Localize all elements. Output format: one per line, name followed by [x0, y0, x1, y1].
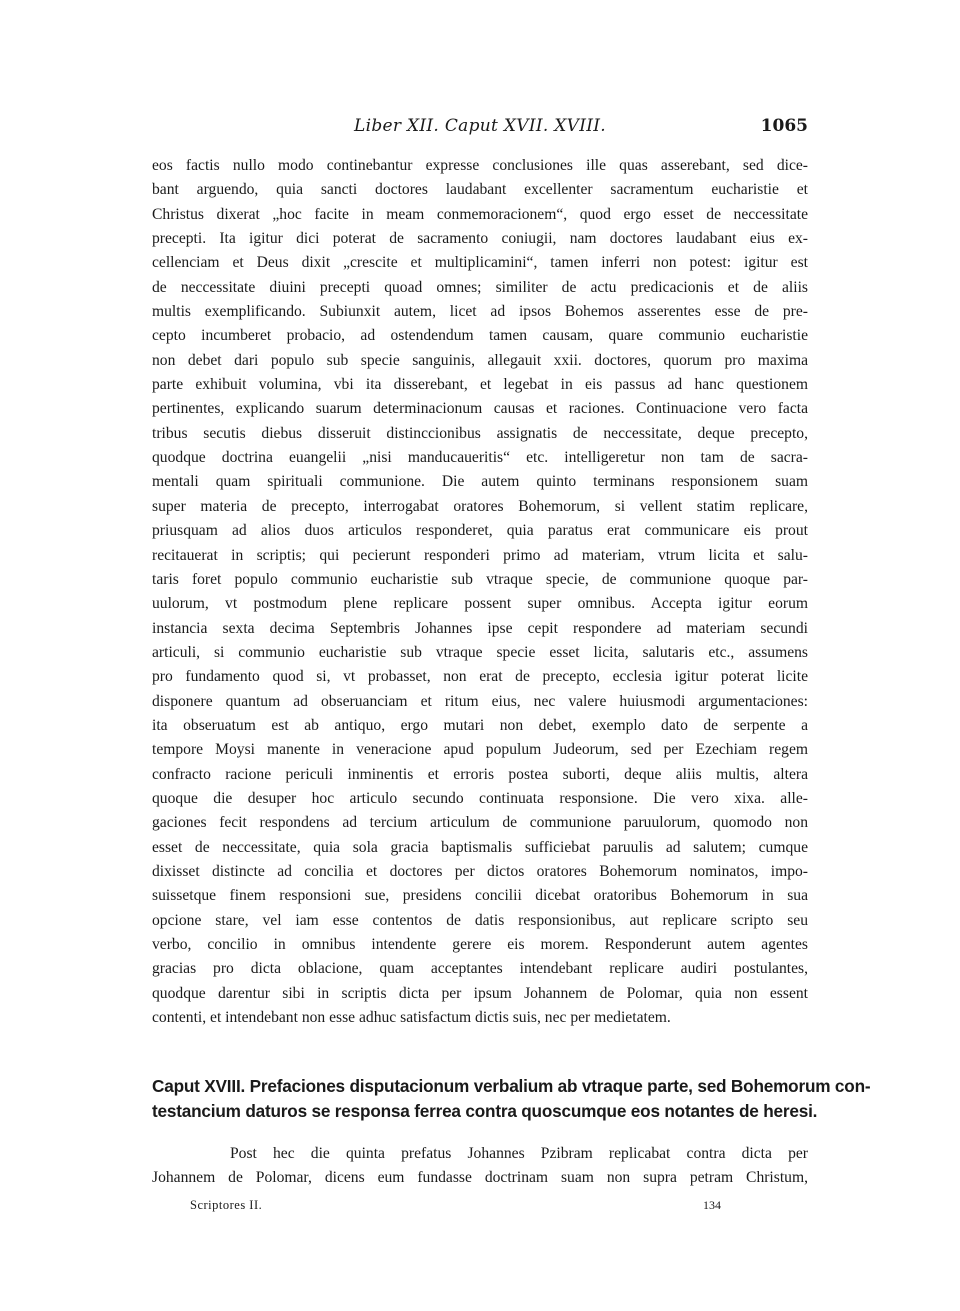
text-line: quodque doctrina euangelii „nisi manducaueritis“ etc. intelligeretur non tam de sacra- — [152, 449, 808, 467]
text-line: tribus secutis diebus disseruit distinccionibus assignatis de neccessitate, deque precepto, — [152, 424, 808, 442]
page-number: 1065 — [760, 116, 808, 136]
chapter-opening-paragraph — [152, 1142, 808, 1191]
text-line: esset de neccessitate, quia sola gracia baptismalis sufficiebat paruulis ad salutem; cumque — [152, 838, 808, 856]
text-line: dixisset distincte ad concilia et doctores per dictos oratores Bohemorum nominatos, impo- — [152, 862, 808, 880]
text-line: gracias pro dicta oblacione, quam acceptantes intendebant replicare audiri postulantes, — [152, 960, 808, 978]
chapter-heading — [152, 1074, 871, 1124]
running-head — [152, 116, 808, 142]
text-line: tempore Moysi manente in veneracione apud populum Judeorum, sed per Ezechiam regem — [152, 741, 808, 759]
text-line: Post hec die quinta prefatus Johannes Pzibram replicabat contra dicta per — [230, 1145, 808, 1162]
text-line: pertinentes, explicando suarum determinacionum causas et raciones. Continuacione vero facta — [152, 400, 808, 418]
text-line: disponere quantum ad obseruanciam et ritum eius, nec valere huiusmodi argumentaciones: — [152, 692, 808, 710]
text-line: de neccessitate diuini precepti quoad omnes; similiter de actu predicacionis et de aliis — [152, 278, 808, 296]
text-line: bant arguendo, quia sancti doctores laudabant excellenter sacramentum eucharistie et — [152, 181, 808, 199]
sheet-number: 134 — [703, 1198, 721, 1212]
chapter-heading-line: Caput XVIII. Prefaciones disputacionum verbalium ab vtraque parte, sed Bohemorum con- — [152, 1076, 871, 1096]
text-line: pro fundamento quod si, vt probasset, non erat de precepto, ecclesia igitur poterat licite — [152, 668, 808, 686]
text-line: non debet dari populo sub specie sanguinis, allegauit xxii. doctores, quorum pro maxima — [152, 351, 808, 369]
text-line: quoque die desuper hoc articulo secundo continuata responsione. Die vero xixa. alle- — [152, 789, 808, 807]
text-line: multis exemplificando. Subiunxit autem, licet ad ipsos Bohemos asserentes esse de pre- — [152, 303, 808, 321]
chapter-heading-line: testancium daturos se responsa ferrea contra quoscumque eos notantes de heresi. — [152, 1101, 818, 1121]
footer-signature: Scriptores II. — [190, 1198, 263, 1212]
text-line: eos factis nullo modo continebantur expresse conclusiones ille quas asserebant, sed dice- — [152, 157, 808, 174]
text-line: quodque darentur sibi in scriptis dicta per ipsum Johannem de Polomar, quia non essent — [152, 984, 808, 1002]
text-line: contenti, et intendebant non esse adhuc satisfactum dictis suis, nec per medietatem. — [152, 1009, 671, 1027]
running-title: Liber XII. Caput XVII. XVIII. — [354, 116, 606, 136]
text-line: mentali quam spirituali communione. Die autem quinto terminans responsionem suam — [152, 473, 808, 491]
text-line: suissetque finem responsioni sue, presidens concilii dicebat oratoribus Bohemorum in sua — [152, 887, 808, 905]
text-line: confracto racione periculi inminentis et erroris postea suborti, deque aliis multis, altera — [152, 765, 808, 783]
text-line: priusquam ad alios duos articulos responderet, quia paratus erat communicare eis prout — [152, 522, 808, 540]
text-line: ita obseruatum est ab antiquo, ergo mutari non debet, exemplo dato de serpente a — [152, 716, 808, 734]
text-line: taris foret populo communio eucharistie sub vtraque specie, de communione quoque par- — [152, 570, 808, 588]
text-line: gaciones fecit respondens ad tercium articulum de communione paruulorum, quomodo non — [152, 814, 808, 832]
text-line: Christus dixerat „hoc facite in meam conmemoracionem“, quod ergo esset de neccessitate — [152, 205, 808, 223]
text-line: precepti. Ita igitur dici poterat de sacramento coniugii, nam doctores laudabant eius ex- — [152, 230, 808, 248]
text-line: opcione stare, vel iam esse contentos de datis responsionibus, aut replicare scripto seu — [152, 911, 808, 929]
text-line: parte exhibuit volumina, vbi ita disserebant, et legebat in eis passus ad hanc questionem — [152, 376, 808, 394]
text-line: cepto incumberet probacio, ad ostendendum tamen causam, quare communio eucharistie — [152, 327, 808, 345]
text-line: recitauerat in scriptis; qui pecierunt responderi primo ad materiam, vtrum licita et salu- — [152, 546, 808, 564]
text-line: articuli, si communio eucharistie sub vtraque specie esset licita, salutaris etc., assumens — [152, 643, 808, 661]
text-line: cellenciam et Deus dixit „crescite et multiplicamini“, tamen inferri non potest: igitur est — [152, 254, 808, 272]
page-footer — [190, 1198, 750, 1218]
text-line: super materia de precepto, interrogabat oratores Bohemorum, si vellent statim replicare, — [152, 497, 808, 515]
text-line: Johannem de Polomar, dicens eum fundasse doctrinam suam non supra petram Christum, — [152, 1169, 808, 1187]
body-paragraph — [152, 154, 808, 1030]
text-line: uulorum, vt postmodum plene replicare possent super omnibus. Accepta igitur eorum — [152, 595, 808, 613]
text-line: verbo, concilio in omnibus intendente gerere eis morem. Responderunt autem agentes — [152, 936, 808, 953]
text-line: instancia sexta decima Septembris Johannes ipse cepit respondere ad materiam secundi — [152, 619, 808, 637]
